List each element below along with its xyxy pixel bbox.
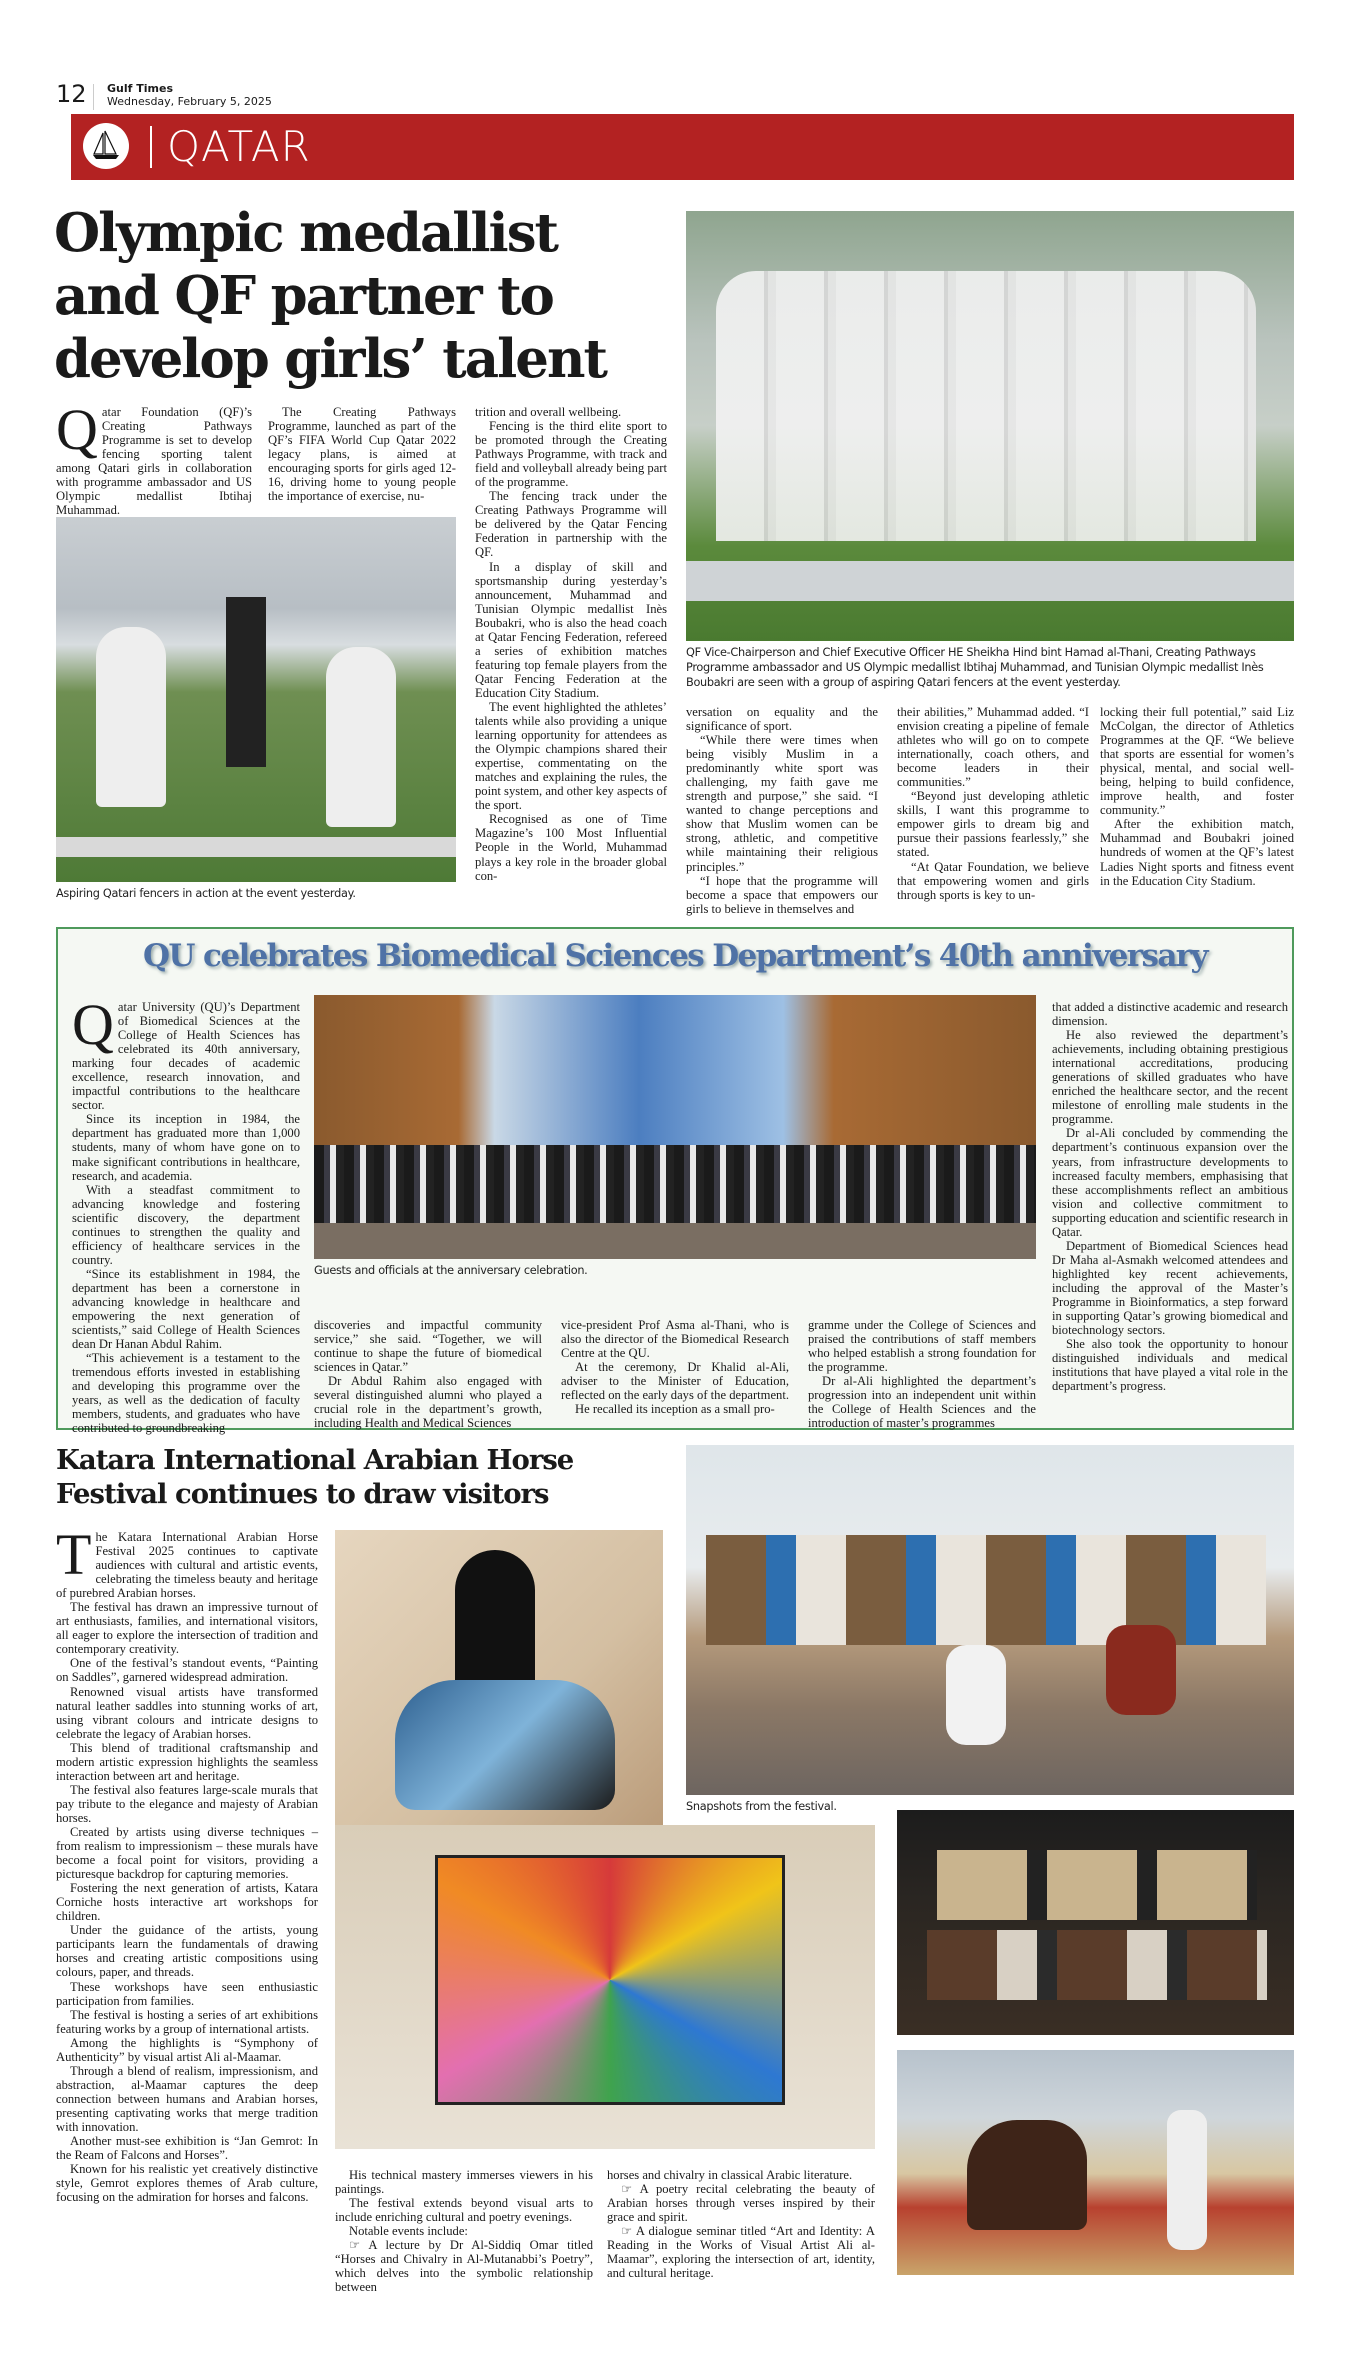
article2-col2 — [314, 1318, 542, 1431]
caption-fencers-action: Aspiring Qatari fencers in action at the event yesterday. — [56, 887, 356, 900]
paragraph: Fencing is the third elite sport to be promoted through the Creating Pathways Programme, with track and field and volleyball already being part of the programme. — [475, 419, 667, 490]
paragraph: The event highlighted the athletes’ talents while also providing a unique learning opportunity for attendees as the Olympic champions shared their expertise, commentating on the matches and explaining the rules, the point system, and other key aspects of the sport. — [475, 699, 668, 813]
article3-headline — [56, 1443, 676, 1511]
paragraph: Notable events include: — [349, 2224, 468, 2239]
paragraph: He also reviewed the department’s achievements, including obtaining prestigious international accreditations, producing generations of skilled graduates who have enriched the healthcare sector, and the recent milestone of enrolling male students in the programme. — [1052, 1028, 1288, 1127]
paragraph: Another must-see exhibition is “Jan Gemrot: In the Ream of Falcons and Horses”. — [56, 2134, 318, 2163]
paragraph: ☞ A dialogue seminar titled “Art and Identity: A Reading in the Works of Visual Artist Ali al-Maamar”, exploring the intersection of art, identity, and cultural heritage. — [607, 2224, 875, 2281]
paragraph: versation on equality and the significance of sport. — [686, 705, 878, 734]
paragraph: “Beyond just developing athletic skills, I want this programme to empower girls to dream big and pursue their passions fearlessly,” she stated. — [897, 789, 1089, 860]
caption-fencers-group: QF Vice-Chairperson and Chief Executive Officer HE Sheikha Hind bint Hamad al-Thani, Creating Pathways Programme ambassador and US Olympic medallist Ibtihaj Muhammad, and Tunisian Olympic medallist Inès Boubakri are seen with a group of aspiring Qatari fencers at the event yesterday. — [686, 646, 1264, 689]
headline-line: develop girls’ talent — [54, 328, 606, 390]
paragraph: She also took the opportunity to honour distinguished individuals and medical institutions that have played a vital role in the department’s progress. — [1052, 1337, 1288, 1394]
article2-col5 — [1052, 1000, 1288, 1412]
article1-col1 — [56, 397, 252, 518]
article3-col1 — [56, 1522, 318, 2282]
paragraph: Dr al-Ali concluded by commending the department’s continuous expansion over the years, from infrastructure developments to increased faculty members, emphasising that these accomplishments reflect an ambitious vision and collective commitment to supporting education and scientific research in Qatar. — [1052, 1126, 1288, 1239]
article1-col2 — [268, 405, 456, 517]
paragraph: “This achievement is a testament to the tremendous efforts invested in establishing and developing this programme over the years, as well as the dedication of faculty members, students, and graduates who have contributed to groundbreaking — [72, 1351, 300, 1436]
paragraph: discoveries and impactful community service,” she said. “Together, we will continue to shape the future of biomedical sciences in Qatar.” — [314, 1318, 542, 1375]
photo-horse-mural — [335, 1825, 875, 2149]
article2-headline: QU celebrates Biomedical Sciences Department’s 40th anniversary — [143, 938, 1207, 974]
paragraph: The festival also features large-scale murals that pay tribute to the elegance and majesty of Arabian horses. — [56, 1782, 318, 1825]
photo-fencers-group — [686, 211, 1294, 641]
paragraph: atar University (QU)’s Department of Biomedical Sciences at the College of Health Sciences has celebrated its 40th anniversary, marking four decades of academic excellence, research innovation, and impactful contributions to the healthcare sector. — [72, 1000, 300, 1113]
paragraph: With a steadfast commitment to advancing knowledge and fostering scientific discovery, the department continues to strengthen the quality and efficiency of healthcare services in the country. — [72, 1182, 300, 1267]
paragraph: One of the festival’s standout events, “Painting on Saddles”, garnered widespread admiration. — [56, 1656, 318, 1685]
paragraph: After the exhibition match, Muhammad and Boubakri joined hundreds of women at the QF’s latest Ladies Night sports and fitness event in the Education City Stadium. — [1100, 817, 1294, 888]
paragraph: Under the guidance of the artists, young participants learn the fundamentals of drawing horses and creating artistic compositions using colours, paper, and threads. — [56, 1923, 318, 1980]
drop-cap: Q — [72, 992, 114, 1057]
photo-fencers-action — [56, 517, 456, 882]
paragraph: he Katara International Arabian Horse Festival 2025 continues to captivate audiences with cultural and artistic events, celebrating the timeless beauty and heritage of purebred Arabian horses. — [56, 1530, 318, 1601]
drop-cap: T — [56, 1522, 92, 1587]
article1-headline — [54, 202, 674, 391]
paragraph: their abilities,” Muhammad added. “I envision creating a pipeline of female athletes who will go on to compete internationally, coach others, and become leaders in their communities.” — [897, 705, 1089, 790]
section-divider — [150, 126, 152, 168]
photo-festival-stalls — [686, 1445, 1294, 1795]
folio-divider — [93, 84, 94, 110]
paragraph: In a display of skill and sportsmanship during yesterday’s announcement, Muhammad and Tunisian Olympic medallist Inès Boubakri, who is also the head coach at Qatar Fencing Federation, refereed a series of exhibition matches featuring top female players from the Qatar Fencing Federation at the Education City Stadium. — [475, 559, 667, 700]
paragraph: Through a blend of realism, impressionism, and abstraction, al-Maamar captures the deep connection between humans and Arabian horses, presenting captivating works that merge tradition with innovation. — [56, 2063, 318, 2134]
headline-line: Festival continues to draw visitors — [56, 1478, 549, 1510]
paragraph: Dr Abdul Rahim also engaged with several distinguished alumni who played a crucial role in the department’s growth, including Health and Medical Sciences — [314, 1374, 542, 1431]
paragraph: “While there were times when being visibly Muslim in a predominantly white sport was challenging, my faith gave me strength and purpose,” she said. “I wanted to change perceptions and show that Muslim women can be strong, athletic, and competitive while maintaining their religious principles.” — [686, 733, 878, 874]
article1-col6 — [1100, 705, 1294, 897]
caption-anniversary: Guests and officials at the anniversary celebration. — [314, 1264, 588, 1277]
paragraph: vice-president Prof Asma al-Thani, who is also the director of the Biomedical Research Centre at the QU. — [561, 1318, 789, 1361]
photo-panel-discussion — [897, 1810, 1294, 2035]
section-band — [71, 114, 1294, 180]
paragraph: The festival extends beyond visual arts to include enriching cultural and poetry evenings. — [335, 2196, 593, 2225]
paragraph: Since its inception in 1984, the department has graduated more than 1,000 students, many of whom have gone on to make significant contributions in healthcare, research, and academia. — [72, 1112, 300, 1183]
paragraph: These workshops have seen enthusiastic participation from families. — [56, 1979, 318, 2008]
photo-anniversary-celebration — [314, 995, 1036, 1259]
paragraph: Recognised as one of Time Magazine’s 100 Most Influential People in the World, Muhammad plays a key role in the broader global con- — [475, 812, 667, 883]
paragraph: Fostering the next generation of artists, Katara Corniche hosts interactive art workshops for children. — [56, 1881, 318, 1924]
article3-col3 — [607, 2168, 875, 2294]
paragraph: Renowned visual artists have transformed natural leather saddles into stunning works of art, using vibrant colours and intricate designs to celebrate the legacy of Arabian horses. — [56, 1684, 318, 1741]
article2-col1 — [72, 992, 300, 1436]
photo-saddle-painting — [335, 1530, 663, 1840]
article1-col3 — [475, 405, 667, 897]
paragraph: “I hope that the programme will become a space that empowers our girls to believe in themselves and — [686, 873, 878, 916]
caption-festival: Snapshots from the festival. — [686, 1800, 837, 1813]
paragraph: ☞ A lecture by Dr Al-Siddiq Omar titled “Horses and Chivalry in Al-Mutanabbi’s Poetry”, which delves into the symbolic relationship between — [335, 2238, 593, 2295]
paragraph: The festival is hosting a series of art exhibitions featuring works by a group of international artists. — [56, 2007, 318, 2036]
paragraph: His technical mastery immerses viewers in his paintings. — [335, 2168, 593, 2197]
paragraph: ☞ A poetry recital celebrating the beauty of Arabian horses through verses inspired by their grace and spirit. — [607, 2182, 875, 2225]
headline-line: Katara International Arabian Horse — [56, 1444, 574, 1476]
paragraph: The fencing track under the Creating Pathways Programme will be delivered by the Qatar Fencing Federation in partnership with the QF. — [475, 489, 667, 560]
paragraph: “At Qatar Foundation, we believe that empowering women and girls through sports is key to un- — [897, 859, 1089, 902]
paragraph: locking their full potential,” said Liz McColgan, the director of Athletics Programmes at the QF. “We believe that sports are essential for women’s physical, mental, and social well-being, helping to build confidence, improve health, and foster community.” — [1100, 705, 1294, 818]
paragraph: Dr al-Ali highlighted the department’s progression into an independent unit within the College of Health Sciences and the introduction of master’s programmes — [808, 1374, 1036, 1431]
article2-col3 — [561, 1318, 789, 1417]
paragraph: He recalled its inception as a small pro- — [575, 1402, 775, 1417]
publication-name: Gulf Times — [107, 82, 173, 95]
paragraph: “Since its establishment in 1984, the department has been a cornerstone in advancing knowledge in healthcare and empowering the next generation of scientists,” said College of Health Sciences dean Dr Hanan Abdul Rahim. — [72, 1266, 300, 1352]
paragraph: The Creating Pathways Programme, launched as part of the QF’s FIFA World Cup Qatar 2022 legacy plans, is aimed at encouraging sports for girls aged 12-16, driving home to young people the importance of exercise, nu- — [268, 405, 456, 504]
issue-date: Wednesday, February 5, 2025 — [107, 95, 272, 108]
paragraph: that added a distinctive academic and research dimension. — [1052, 1000, 1288, 1029]
paragraph: The festival has drawn an impressive turnout of art enthusiasts, families, and international visitors, all eager to explore the intersection of tradition and contemporary creativity. — [56, 1600, 318, 1657]
drop-cap: Q — [56, 397, 98, 462]
paragraph: gramme under the College of Sciences and praised the contributions of staff members who helped establish a strong foundation for the programme. — [808, 1318, 1036, 1375]
photo-horse-show — [897, 2050, 1294, 2275]
headline-line: Olympic medallist — [54, 202, 558, 264]
section-title: QATAR — [167, 122, 311, 171]
paragraph: This blend of traditional craftsmanship and modern artistic expression highlights the seamless interaction between art and heritage. — [56, 1740, 318, 1783]
headline-line: and QF partner to — [54, 265, 553, 327]
paragraph: trition and overall wellbeing. — [475, 405, 622, 419]
paragraph: horses and chivalry in classical Arabic literature. — [607, 2168, 853, 2182]
article3-col2 — [335, 2168, 593, 2294]
paragraph: Department of Biomedical Sciences head Dr Maha al-Asmakh welcomed attendees and highlighted key recent achievements, including the approval of the Master’s Programme in Bioinformatics, a step forward in supporting Qatar’s growing biomedical and biotechnology sectors. — [1052, 1238, 1288, 1338]
paragraph: Created by artists using diverse techniques – from realism to impressionism – these murals have become a focal point for visitors, providing a picturesque backdrop for capturing memories. — [56, 1824, 318, 1882]
paragraph: At the ceremony, Dr Khalid al-Ali, adviser to the Minister of Education, reflected on the early days of the department. — [561, 1360, 789, 1403]
article1-col4 — [686, 705, 878, 916]
page-number: 12 — [56, 80, 87, 108]
paragraph: atar Foundation (QF)’s Creating Pathways Programme is set to develop fencing sporting talent among Qatari girls in collaboration with programme ambassador and US Olympic medallist Ibtihaj Muhammad. — [56, 405, 252, 518]
dhow-icon — [83, 123, 129, 169]
article2-col4 — [808, 1318, 1036, 1431]
paragraph: Among the highlights is “Symphony of Authenticity” by visual artist Ali al-Maamar. — [56, 2035, 318, 2064]
paragraph: Known for his realistic yet creatively distinctive style, Gemrot explores themes of Arab culture, focusing on the admiration for horses and falcons. — [56, 2162, 318, 2205]
article1-col5 — [897, 705, 1089, 902]
